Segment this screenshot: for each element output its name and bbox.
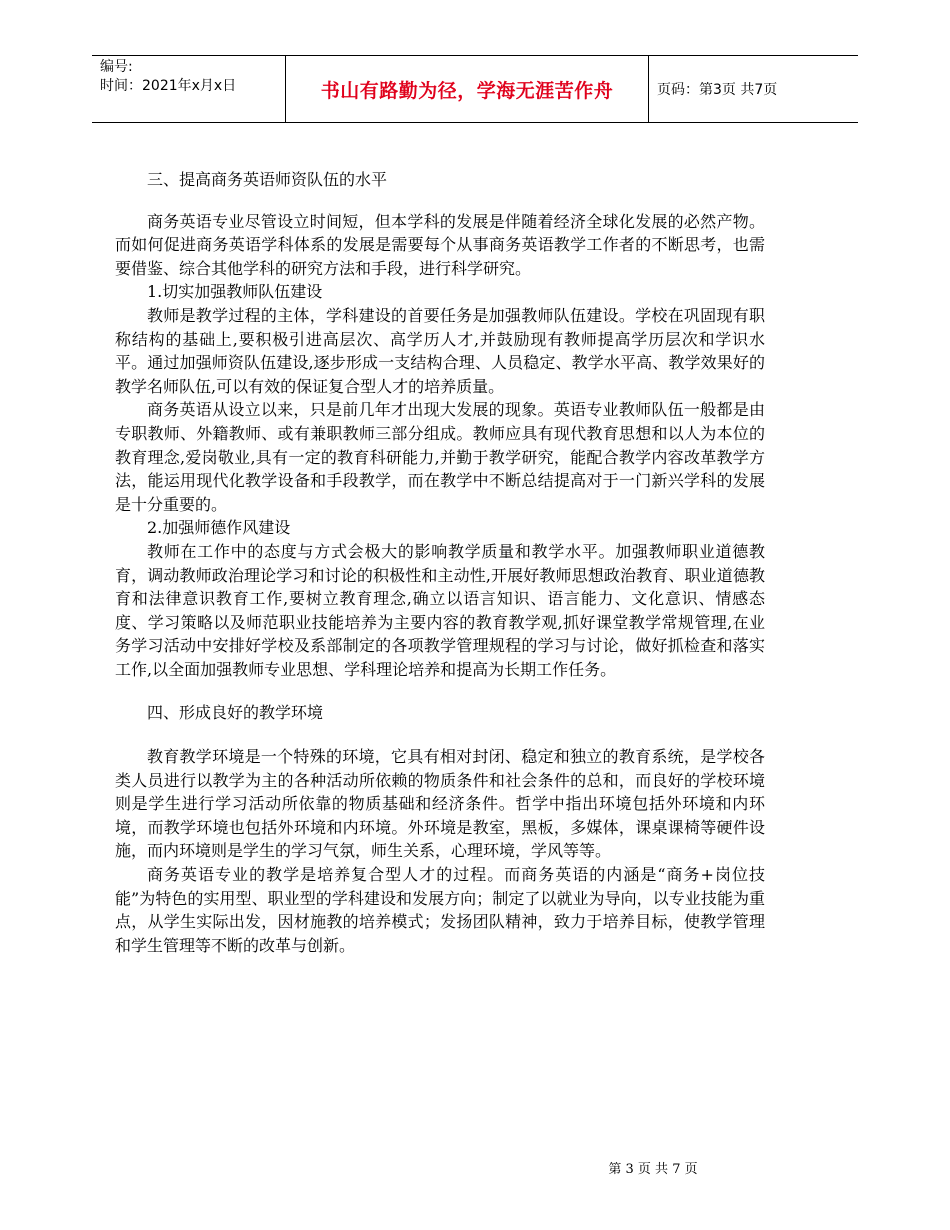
document-time-label: 时间：2021年x月x日 [100,78,237,94]
section-4-paragraph-1: 教育教学环境是一个特殊的环境，它具有相对封闭、稳定和独立的教育系统，是学校各类人员进行以教学为主的各种活动所依赖的物质条件和社会条件的总和，而良好的学校环境则是学生进行学习活动所依靠的物质基础和经济条件。哲学中指出环境包括外环境和内环境，而教学环境也包括外环境和内环境。外环境是教室，黑板，多媒体，课桌课椅等硬件设施，而内环境则是学生的学习气氛，师生关系，心理环境，学风等等。 [115,747,765,861]
section-4-paragraph-2: 商务英语专业的教学是培养复合型人才的过程。而商务英语的内涵是“商务+岗位技能”为特色的实用型、职业型的学科建设和发展方向；制定了以就业为导向，以专业技能为重点，从学生实际出发，因材施教的培养模式；发扬团队精神，致力于培养目标，使教学管理和学生管理等不断的改革与创新。 [115,865,765,955]
header-meta [100,58,290,96]
subsection-2-paragraph-1: 教师在工作中的态度与方式会极大的影响教学质量和教学水平。加强教师职业道德教育，调动教师政治理论学习和讨论的积极性和主动性,开展好教师思想政治教育、职业道德教育和法律意识教育工作,要树立教育理念,确立以语言知识、语言能力、文化意识、情感态度、学习策略以及师范职业技能培养为主要内容的教育教学观,抓好课堂教学常规管理,在业务学习活动中安排好学校及系部制定的各项教学管理规程的学习与讨论，做好抓检查和落实工作,以全面加强教师专业思想、学科理论培养和提高为长期工作任务。 [115,541,765,679]
document-number-label: 编号: [100,59,133,75]
subsection-1-paragraph-2: 商务英语从设立以来，只是前几年才出现大发展的现象。英语专业教师队伍一般都是由专职教师、外籍教师、或有兼职教师三部分组成。教师应具有现代教育思想和以人为本位的教育理念,爱岗敬业,具有一定的教育科研能力,并勤于教学研究，能配合教学内容改革教学方法，能运用现代化教学设备和手段教学，而在教学中不断总结提高对于一门新兴学科的发展是十分重要的。 [115,400,765,514]
page-footer [0,1158,950,1177]
subsection-1-heading: 1.切实加强教师队伍建设 [147,282,323,302]
section-3-heading: 三、提高商务英语师资队伍的水平 [147,170,388,189]
footer-page-number: 第 3 页 共 7 页 [608,1162,698,1177]
header-motto: 书山有路勤为径，学海无涯苦作舟 [285,56,649,122]
section-3-paragraph-1: 商务英语专业尽管设立时间短，但本学科的发展是伴随着经济全球化发展的必然产物。而如何促进商务英语学科体系的发展是需要每个从事商务英语教学工作者的不断思考，也需要借鉴、综合其他学科的研究方法和手段，进行科学研究。 [115,211,765,278]
header-page-info: 页码：第3页 共7页 [657,82,778,98]
page-header [92,55,858,123]
subsection-1-paragraph-1: 教师是教学过程的主体，学科建设的首要任务是加强教师队伍建设。学校在巩固现有职称结构的基础上,要积极引进高层次、高学历人才,并鼓励现有教师提高学历层次和学识水平。通过加强师资队伍建设,逐步形成一支结构合理、人员稳定、教学水平高、教学效果好的教学名师队伍,可以有效的保证复合型人才的培养质量。 [115,305,765,396]
document-body [115,168,765,957]
subsection-2-heading: 2.加强师德作风建设 [147,518,291,538]
section-4-heading: 四、形成良好的教学环境 [147,703,324,723]
